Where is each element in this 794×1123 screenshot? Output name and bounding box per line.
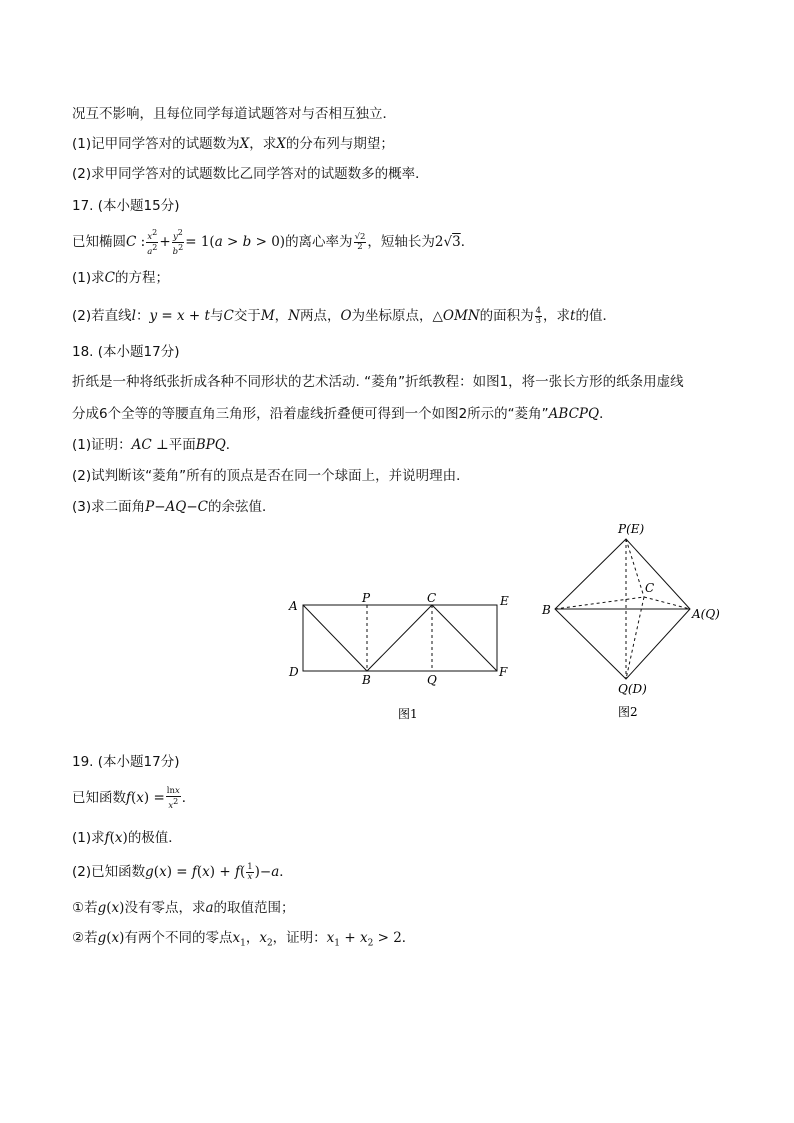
inequality-x1-plus-x2: $x_1 + x_2 > 2$ xyxy=(326,930,402,949)
p17-q2-f: 的面积为 xyxy=(479,308,534,324)
triangle-OMN: △OMN xyxy=(432,308,480,324)
p18-stem-line2: 分成6个全等的等腰直角三角形，沿着虚线折叠便可得到一个如图2所示的“菱角”ABCPQ． xyxy=(72,406,613,422)
p17-part2: (2)若直线l：y = x + t与C交于M，N两点，O为坐标原点，△OMN的面积为 $\frac{4}{3}$ ，求t的值． xyxy=(72,306,616,326)
fx-expr: f(x) xyxy=(104,830,128,846)
p18-q1-a: (1)证明： xyxy=(72,437,132,453)
p19-q1-a: (1)求 xyxy=(72,830,105,846)
figure-2 xyxy=(538,518,728,728)
p18-part3: (3)求二面角P−AQ−C的余弦值． xyxy=(72,499,276,515)
p19-part2: (2)已知函数g(x) = f(x) + f( $\frac{1}{x}$ )−a． xyxy=(72,862,293,882)
fig1-caption: 图1 xyxy=(398,707,418,721)
var-O: O xyxy=(340,308,352,324)
function-f-definition: f(x) = $\frac{\ln x}{x^2}$ xyxy=(126,785,180,811)
p16-q2-text: (2)求甲同学答对的试题数比乙同学答对的试题数多的概率． xyxy=(72,166,429,182)
p18-q3-a: (3)求二面角 xyxy=(72,499,146,515)
p16-cont-text: 况互不影响，且每位同学每道试题答对与否相互独立． xyxy=(72,106,396,122)
fig2-label-QD: Q(D) xyxy=(618,682,647,696)
fig1-label-C: C xyxy=(427,591,437,605)
p18-q1-b: 平面 xyxy=(168,437,196,453)
fig2-label-PE: P(E) xyxy=(618,522,645,536)
fig1-label-B: B xyxy=(362,673,371,687)
var-X-2: X xyxy=(276,136,286,152)
fig2-caption: 图2 xyxy=(618,705,638,719)
fig2-dashed-BC xyxy=(555,597,644,609)
p17-q1-b: 的方程； xyxy=(114,270,169,286)
p17-q2-h: 的值． xyxy=(575,308,616,324)
p19-sub1 xyxy=(72,898,295,918)
p16-part1 xyxy=(72,134,394,154)
p17-q2-c: 交于 xyxy=(233,308,261,324)
fig2-label-B: B xyxy=(542,603,551,617)
p19-q2-a: (2)已知函数 xyxy=(72,864,146,880)
p17-q2-a: (2)若直线 xyxy=(72,308,132,324)
p16-q1-text-b: ，求 xyxy=(249,136,277,152)
points-MN: M xyxy=(260,308,275,324)
fig1-zigzag xyxy=(303,605,497,671)
var-l: l xyxy=(131,308,136,324)
fig1-label-F: F xyxy=(499,665,508,679)
var-C-2: C xyxy=(104,270,115,286)
var-t: t xyxy=(570,308,576,324)
p18-part1: (1)证明：AC ⊥平面BPQ． xyxy=(72,437,240,453)
p16-part2 xyxy=(72,164,429,184)
area-fraction: $\frac{4}{3}$ xyxy=(535,306,542,326)
p19-heading-text: 19. (本小题17分) xyxy=(72,754,180,770)
dihedral-angle: P xyxy=(145,499,155,515)
var-C: C xyxy=(126,234,137,250)
gx-expr-2: g(x) xyxy=(97,930,125,946)
p17-stem: 已知椭圆C : $\frac{x^2}{a^2}$ + $\frac{y^2}{b^2}$ = 1(a > b > 0)的离心率为 $\frac{√2}{2}$ ，短轴长为2√3． xyxy=(72,228,475,257)
p18-heading-text: 18. (本小题17分) xyxy=(72,344,180,360)
p17-part1 xyxy=(72,268,169,288)
plane-BPQ: BPQ xyxy=(195,437,226,453)
fig1-label-P: P xyxy=(362,591,371,605)
var-C-3: C xyxy=(223,308,234,324)
fig1-label-D: D xyxy=(289,665,299,679)
p19-stem-a: 已知函数 xyxy=(72,790,126,806)
p18-heading xyxy=(72,342,179,362)
var-a: a xyxy=(205,900,214,916)
function-g-definition: g(x) = f(x) + f( $\frac{1}{x}$ )−a xyxy=(145,862,280,882)
ellipse-equation: : $\frac{x^2}{a^2}$ + $\frac{y^2}{b^2}$ = 1(a > b > 0) xyxy=(136,228,286,257)
p18-l2-a: 分成6个全等的等腰直角三角形，沿着虚线折叠便可得到一个如图2所示的“菱角” xyxy=(72,406,549,422)
p17-heading xyxy=(72,196,179,216)
p19-s1-b: 没有零点，求 xyxy=(124,900,206,916)
p17-q1-a: (1)求 xyxy=(72,270,105,286)
p17-stem-c: ，短轴长为 xyxy=(367,234,435,250)
p19-sub2: ②若g(x)有两个不同的零点$x_1$，$x_2$，证明：$x_1 + x_2 > 2$． xyxy=(72,930,416,949)
figure-1 xyxy=(280,585,520,725)
fig2-dashed-PC xyxy=(626,539,644,597)
fig1-label-Q: Q xyxy=(427,673,437,687)
p16-continuation xyxy=(72,104,396,124)
minor-axis-value: 2√3 xyxy=(434,234,461,250)
fig1-label-E: E xyxy=(500,594,509,608)
p18-part2 xyxy=(72,466,470,486)
var-ABCPQ: ABCPQ xyxy=(548,406,600,422)
perp-relation: AC ⊥ xyxy=(131,437,169,453)
var-X: X xyxy=(239,136,250,152)
p17-q2-g: ，求 xyxy=(543,308,571,324)
p18-q2: (2)试判断该“菱角”所有的顶点是否在同一个球面上，并说明理由． xyxy=(72,468,470,484)
p17-q2-b: 与 xyxy=(209,308,224,324)
p19-s2-a: ②若 xyxy=(72,930,98,946)
p19-q1-b: 的极值． xyxy=(127,830,182,846)
p19-heading xyxy=(72,752,179,772)
fig2-dashed-CA xyxy=(644,597,690,609)
p17-q2-e: 为坐标原点， xyxy=(351,308,433,324)
p18-l1: 折纸是一种将纸张折成各种不同形状的艺术活动. “菱角”折纸教程：如图1，将一张长方形的纸条用虚线 xyxy=(72,374,684,390)
fig1-label-A: A xyxy=(289,599,298,613)
p17-stem-b: 的离心率为 xyxy=(285,234,353,250)
p19-s1-c: 的取值范围； xyxy=(213,900,295,916)
p19-stem: 已知函数f(x) = $\frac{\ln x}{x^2}$ ． xyxy=(72,785,196,811)
p18-q3-b: 的余弦值． xyxy=(208,499,276,515)
p19-s2-c: ，证明： xyxy=(272,930,327,946)
p16-q1-text-a: (1)记甲同学答对的试题数为 xyxy=(72,136,240,152)
p17-heading-text: 17. (本小题15分) xyxy=(72,198,180,214)
eccentricity-fraction: $\frac{√2}{2}$ xyxy=(354,232,366,252)
fig2-label-AQ: A(Q) xyxy=(692,607,720,621)
p16-q1-text-c: 的分布列与期望； xyxy=(285,136,394,152)
p19-part1 xyxy=(72,828,182,848)
p19-s1-a: ①若 xyxy=(72,900,98,916)
fig2-label-C: C xyxy=(645,581,655,595)
line-equation: ：y = x + t xyxy=(135,308,210,324)
p19-s2-b: 有两个不同的零点 xyxy=(124,930,233,946)
p18-stem-line1 xyxy=(72,372,684,392)
gx-expr: g(x) xyxy=(97,900,125,916)
zeros-x1-x2: $x_1$，$x_2$ xyxy=(232,930,273,949)
p17-q2-d: 两点， xyxy=(299,308,341,324)
p17-stem-a: 已知椭圆 xyxy=(72,234,126,250)
